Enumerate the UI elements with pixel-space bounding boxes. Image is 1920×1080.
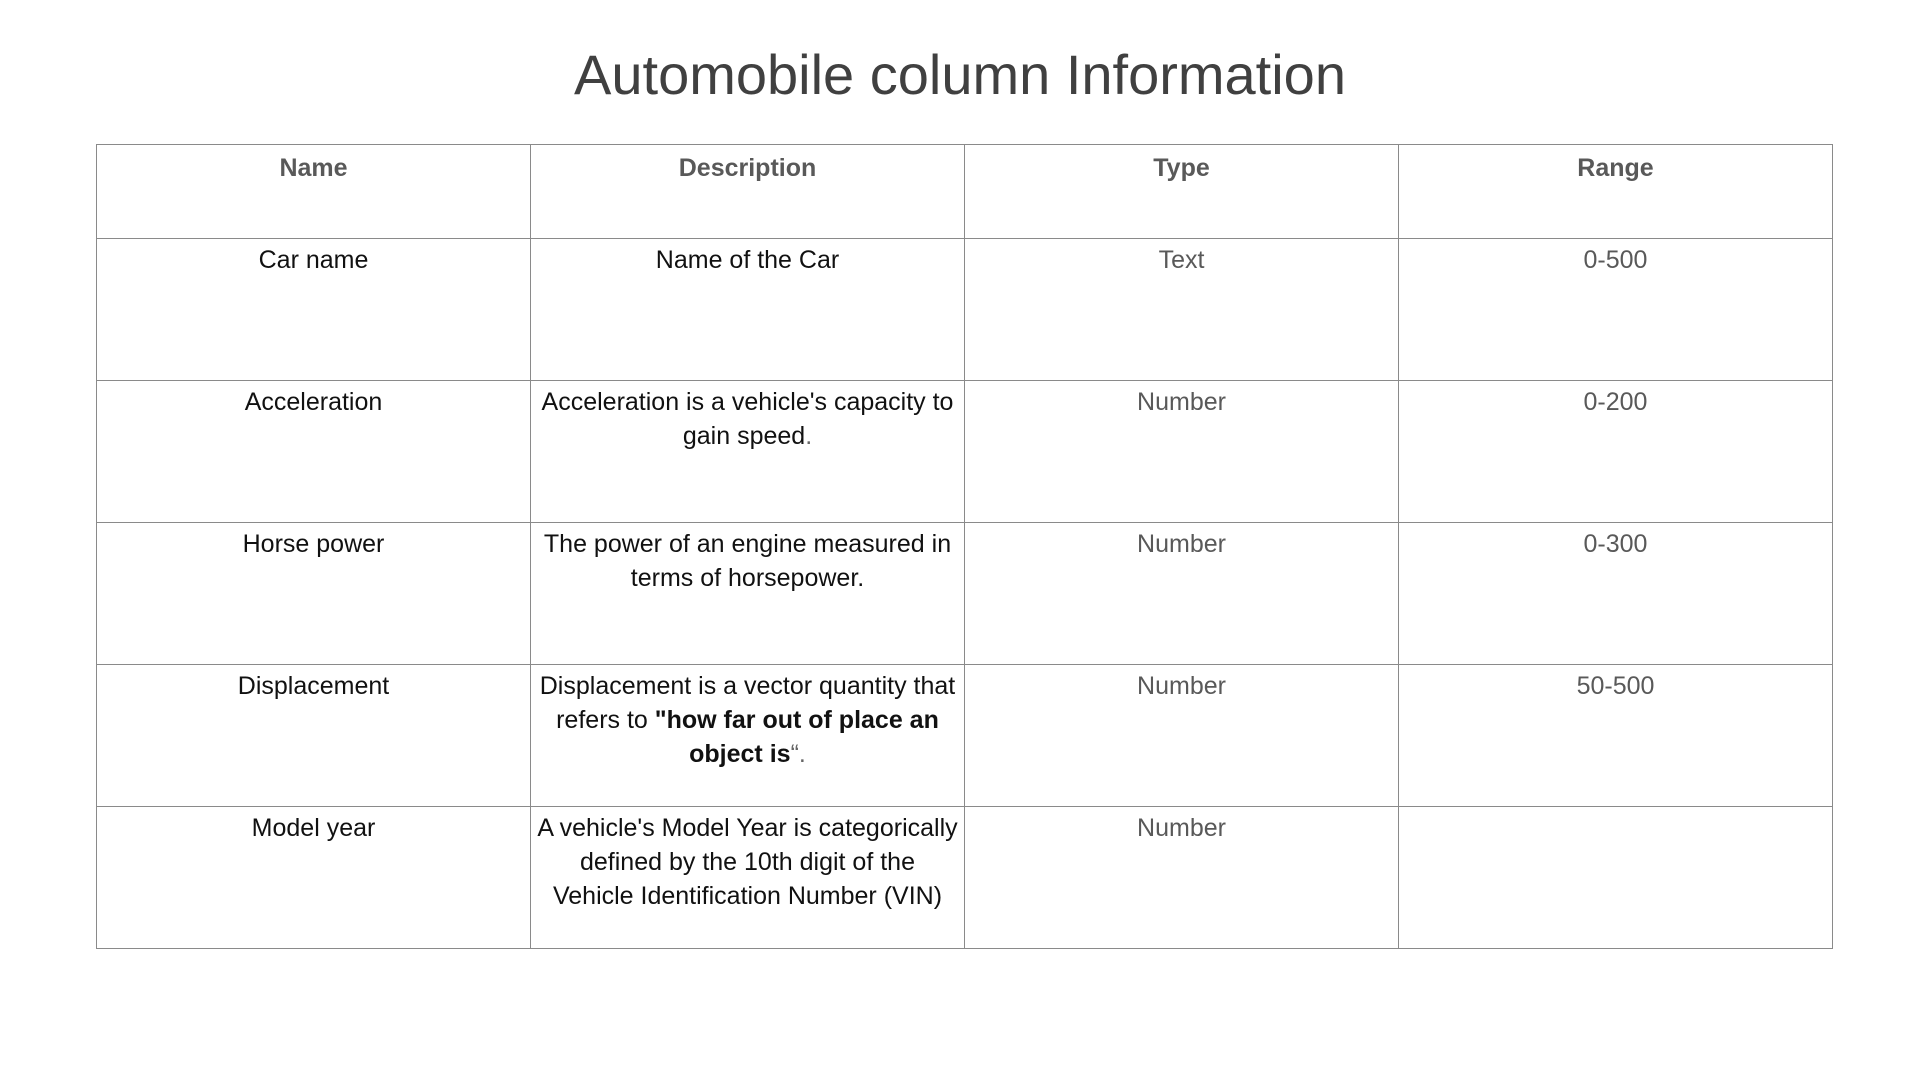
description-tail: “. bbox=[790, 740, 806, 768]
cell-range: 0-500 bbox=[1399, 239, 1833, 381]
description-text: Displacement is a vector quantity that refers to bbox=[539, 672, 956, 734]
header-description: Description bbox=[531, 145, 965, 239]
table-row bbox=[97, 523, 1833, 665]
header-type: Type bbox=[965, 145, 1399, 239]
cell-name: Horse power bbox=[97, 523, 531, 665]
table-row bbox=[97, 381, 1833, 523]
cell-range: 0-200 bbox=[1399, 381, 1833, 523]
cell-name: Car name bbox=[97, 239, 531, 381]
page-title: Automobile column Information bbox=[574, 43, 1346, 106]
cell-type: Number bbox=[965, 381, 1399, 523]
table-row bbox=[97, 239, 1833, 381]
cell-name: Model year bbox=[97, 807, 531, 949]
cell-range: 50-500 bbox=[1399, 665, 1833, 807]
header-range: Range bbox=[1399, 145, 1833, 239]
description-text: Acceleration is a vehicle's capacity to gain speed bbox=[541, 388, 954, 450]
description-tail: . bbox=[805, 422, 813, 450]
table-row bbox=[97, 665, 1833, 807]
cell-type: Number bbox=[965, 665, 1399, 807]
cell-range: 0-300 bbox=[1399, 523, 1833, 665]
cell-range bbox=[1399, 807, 1833, 949]
cell-description bbox=[531, 665, 965, 807]
header-row bbox=[97, 145, 1833, 239]
table-row bbox=[97, 807, 1833, 949]
cell-description: A vehicle's Model Year is categorically defined by the 10th digit of the Vehicle Identification Number (VIN) bbox=[531, 807, 965, 949]
column-info-table bbox=[96, 144, 1833, 949]
cell-type: Number bbox=[965, 807, 1399, 949]
cell-type: Text bbox=[965, 239, 1399, 381]
cell-description bbox=[531, 381, 965, 523]
description-bold-text: "how far out of place an object is bbox=[654, 706, 939, 768]
header-name: Name bbox=[97, 145, 531, 239]
cell-type: Number bbox=[965, 523, 1399, 665]
cell-name: Displacement bbox=[97, 665, 531, 807]
cell-name: Acceleration bbox=[97, 381, 531, 523]
cell-description: The power of an engine measured in terms of horsepower. bbox=[531, 523, 965, 665]
cell-description: Name of the Car bbox=[531, 239, 965, 381]
